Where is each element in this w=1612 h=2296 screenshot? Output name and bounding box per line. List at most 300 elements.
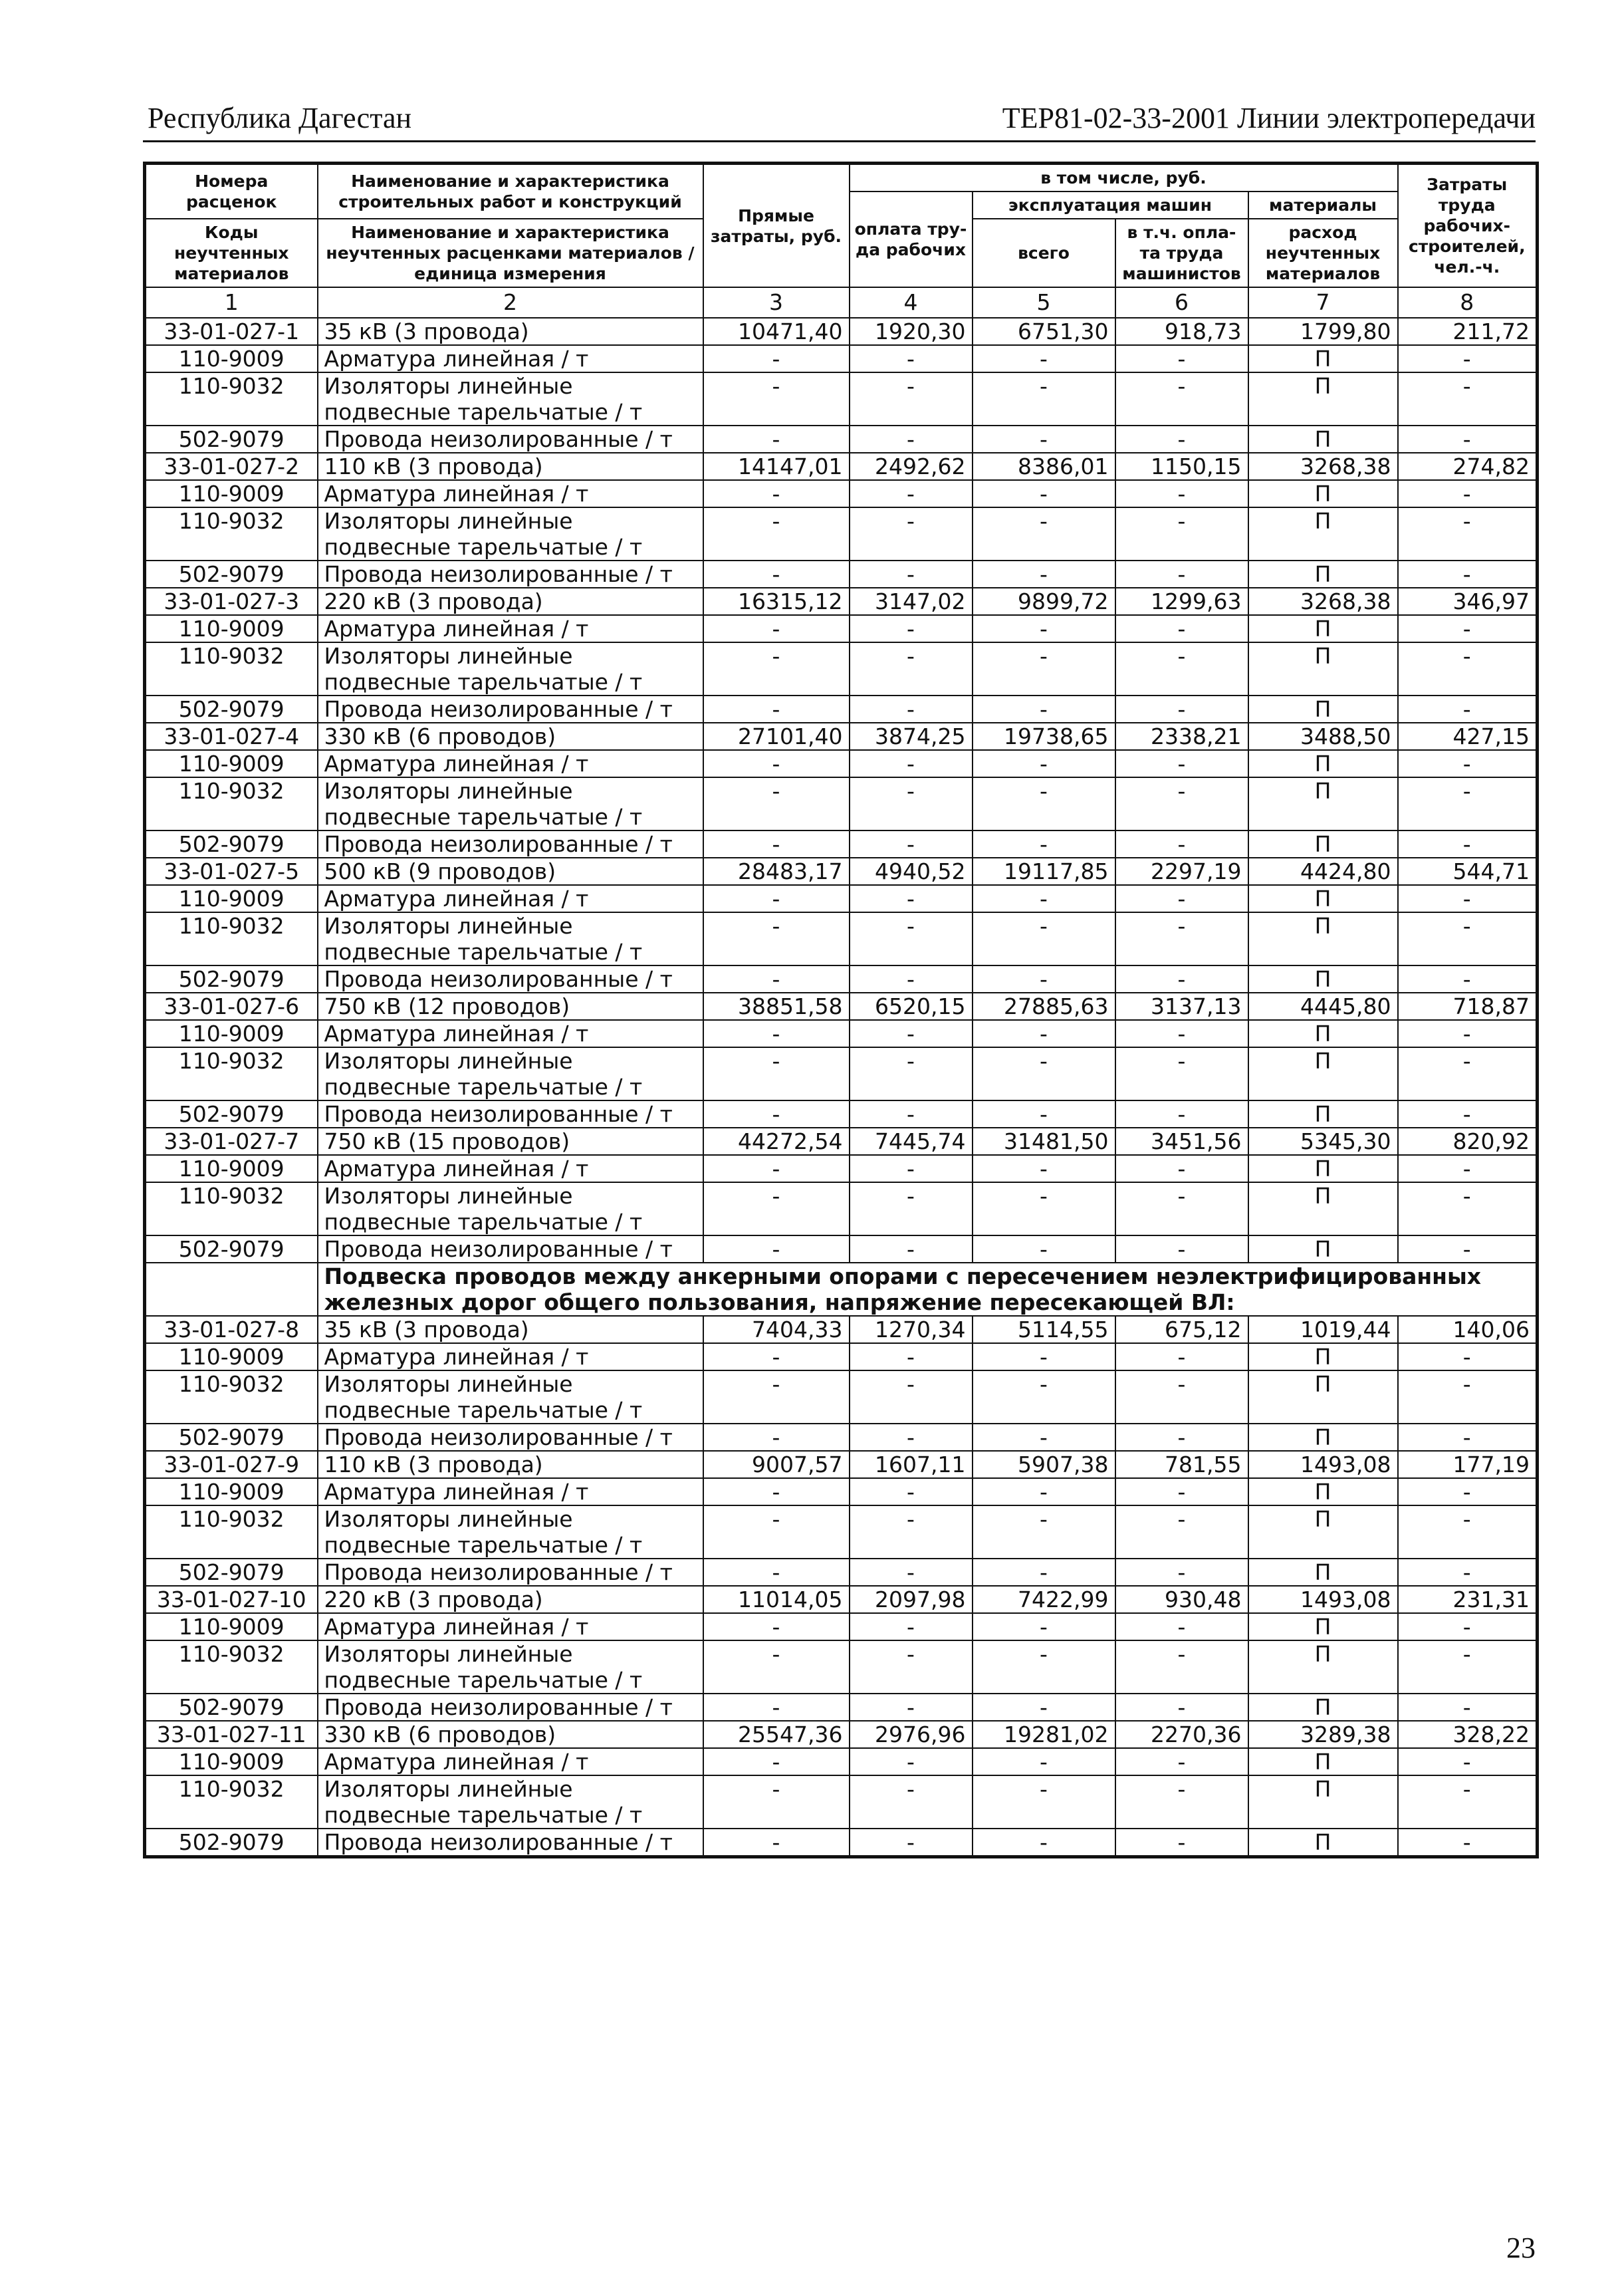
direct-costs: 11014,05 — [703, 1586, 850, 1613]
rate-code: 33-01-027-2 — [145, 453, 318, 480]
dash-value: - — [973, 1235, 1115, 1263]
unaccounted-mark: П — [1248, 1505, 1398, 1559]
dash-value: - — [1398, 750, 1538, 777]
direct-costs: 10471,40 — [703, 318, 850, 345]
material-row — [145, 1020, 1538, 1047]
rate-row — [145, 858, 1538, 885]
dash-value: - — [1115, 1047, 1248, 1100]
machinist-pay: 2338,21 — [1115, 723, 1248, 750]
materials-group-header: материалы — [1248, 191, 1398, 219]
dash-value: - — [703, 426, 850, 453]
material-code: 110-9032 — [145, 1505, 318, 1559]
rate-code: 33-01-027-5 — [145, 858, 318, 885]
labor-pay: 3874,25 — [850, 723, 973, 750]
material-name: Арматура линейная / т — [318, 1020, 703, 1047]
material-code: 110-9032 — [145, 1640, 318, 1694]
dash-value: - — [973, 1478, 1115, 1505]
dash-value: - — [703, 1424, 850, 1451]
rate-name: 110 кВ (3 провода) — [318, 1451, 703, 1478]
direct-costs: 14147,01 — [703, 453, 850, 480]
dash-value: - — [703, 777, 850, 830]
unaccounted-mark: П — [1248, 507, 1398, 561]
materials-cost: 1493,08 — [1248, 1586, 1398, 1613]
machinist-pay: 930,48 — [1115, 1586, 1248, 1613]
dash-value: - — [1115, 1775, 1248, 1829]
dash-value: - — [1115, 480, 1248, 507]
dash-value: - — [703, 507, 850, 561]
materials-cost: 4445,80 — [1248, 993, 1398, 1020]
dash-value: - — [1398, 1020, 1538, 1047]
dash-value: - — [703, 830, 850, 858]
dash-value: - — [1398, 830, 1538, 858]
dash-value: - — [703, 1478, 850, 1505]
material-name: Арматура линейная / т — [318, 1613, 703, 1640]
materials-cost: 1019,44 — [1248, 1316, 1398, 1343]
material-code: 502-9079 — [145, 965, 318, 993]
dash-value: - — [1115, 1478, 1248, 1505]
unaccounted-mark: П — [1248, 1182, 1398, 1235]
rate-row — [145, 318, 1538, 345]
column-number: 1 — [145, 287, 318, 318]
dash-value: - — [1115, 1020, 1248, 1047]
dash-value: - — [703, 912, 850, 965]
rate-name: 220 кВ (3 провода) — [318, 1586, 703, 1613]
material-code: 502-9079 — [145, 1235, 318, 1263]
dash-value: - — [1398, 965, 1538, 993]
material-row — [145, 1613, 1538, 1640]
dash-value: - — [1398, 1235, 1538, 1263]
dash-value: - — [973, 1100, 1115, 1128]
unaccounted-mark: П — [1248, 1640, 1398, 1694]
dash-value: - — [1115, 1100, 1248, 1128]
material-row — [145, 1235, 1538, 1263]
material-row — [145, 372, 1538, 426]
column-number: 6 — [1115, 287, 1248, 318]
labor-pay: 3147,02 — [850, 588, 973, 615]
rate-row — [145, 723, 1538, 750]
dash-value: - — [973, 561, 1115, 588]
labor-hours: 427,15 — [1398, 723, 1538, 750]
dash-value: - — [850, 1478, 973, 1505]
material-code: 110-9032 — [145, 777, 318, 830]
column-number: 8 — [1398, 287, 1538, 318]
materials-cost: 3268,38 — [1248, 588, 1398, 615]
material-code: 502-9079 — [145, 1424, 318, 1451]
rate-code: 33-01-027-7 — [145, 1128, 318, 1155]
dash-value: - — [1398, 1775, 1538, 1829]
material-name: Провода неизолированные / т — [318, 965, 703, 993]
material-row — [145, 1343, 1538, 1370]
material-row — [145, 830, 1538, 858]
material-row — [145, 1182, 1538, 1235]
material-row — [145, 615, 1538, 642]
group-header: в том числе, руб. — [850, 164, 1398, 192]
materials-cost: 3268,38 — [1248, 453, 1398, 480]
dash-value: - — [1115, 345, 1248, 372]
column-number-row — [145, 287, 1538, 318]
material-row — [145, 1748, 1538, 1775]
rate-name: 220 кВ (3 провода) — [318, 588, 703, 615]
material-name: Арматура линейная / т — [318, 615, 703, 642]
dash-value: - — [703, 1020, 850, 1047]
dash-value: - — [850, 426, 973, 453]
dash-value: - — [703, 1343, 850, 1370]
material-code: 110-9032 — [145, 642, 318, 696]
material-code: 110-9032 — [145, 372, 318, 426]
material-name: Изоляторы линейные подвесные тарельчатые / т — [318, 1775, 703, 1829]
dash-value: - — [973, 1424, 1115, 1451]
col1-header-top: Номера расценок — [145, 164, 318, 219]
labor-pay: 2097,98 — [850, 1586, 973, 1613]
column-number: 5 — [973, 287, 1115, 318]
material-name: Арматура линейная / т — [318, 1155, 703, 1182]
dash-value: - — [850, 615, 973, 642]
dash-value: - — [1115, 561, 1248, 588]
dash-value: - — [1398, 480, 1538, 507]
material-name: Арматура линейная / т — [318, 1478, 703, 1505]
material-row — [145, 642, 1538, 696]
material-code: 110-9009 — [145, 345, 318, 372]
materials-cost: 3488,50 — [1248, 723, 1398, 750]
material-name: Арматура линейная / т — [318, 1748, 703, 1775]
unaccounted-mark: П — [1248, 1370, 1398, 1424]
dash-value: - — [703, 1182, 850, 1235]
dash-value: - — [1115, 696, 1248, 723]
dash-value: - — [703, 1829, 850, 1857]
dash-value: - — [703, 750, 850, 777]
dash-value: - — [850, 480, 973, 507]
material-code: 502-9079 — [145, 561, 318, 588]
dash-value: - — [1115, 372, 1248, 426]
rate-name: 35 кВ (3 провода) — [318, 1316, 703, 1343]
dash-value: - — [1115, 1343, 1248, 1370]
rate-name: 750 кВ (12 проводов) — [318, 993, 703, 1020]
rates-table — [143, 162, 1539, 1858]
machine-total: 5114,55 — [973, 1316, 1115, 1343]
dash-value: - — [973, 1775, 1115, 1829]
dash-value: - — [703, 696, 850, 723]
material-row — [145, 426, 1538, 453]
dash-value: - — [1398, 561, 1538, 588]
material-code: 110-9009 — [145, 750, 318, 777]
dash-value: - — [1398, 1424, 1538, 1451]
dash-value: - — [703, 1505, 850, 1559]
rate-code: 33-01-027-1 — [145, 318, 318, 345]
dash-value: - — [973, 696, 1115, 723]
machinist-pay: 2270,36 — [1115, 1721, 1248, 1748]
direct-costs: 9007,57 — [703, 1451, 850, 1478]
dash-value: - — [850, 1047, 973, 1100]
dash-value: - — [850, 507, 973, 561]
material-code: 502-9079 — [145, 1559, 318, 1586]
dash-value: - — [973, 1640, 1115, 1694]
labor-hours: 820,92 — [1398, 1128, 1538, 1155]
material-code: 110-9032 — [145, 1047, 318, 1100]
dash-value: - — [850, 1343, 973, 1370]
dash-value: - — [850, 1829, 973, 1857]
material-code: 110-9009 — [145, 885, 318, 912]
dash-value: - — [973, 885, 1115, 912]
material-name: Провода неизолированные / т — [318, 1235, 703, 1263]
material-name: Изоляторы линейные подвесные тарельчатые / т — [318, 1505, 703, 1559]
rate-code: 33-01-027-4 — [145, 723, 318, 750]
material-name: Провода неизолированные / т — [318, 696, 703, 723]
dash-value: - — [1398, 1100, 1538, 1128]
dash-value: - — [703, 1748, 850, 1775]
unaccounted-mark: П — [1248, 642, 1398, 696]
unaccounted-mark: П — [1248, 1343, 1398, 1370]
dash-value: - — [703, 1370, 850, 1424]
material-name: Провода неизолированные / т — [318, 1829, 703, 1857]
material-name: Провода неизолированные / т — [318, 561, 703, 588]
dash-value: - — [850, 777, 973, 830]
dash-value: - — [973, 1559, 1115, 1586]
dash-value: - — [1398, 1559, 1538, 1586]
unaccounted-mark: П — [1248, 1559, 1398, 1586]
dash-value: - — [1398, 1155, 1538, 1182]
material-code: 110-9009 — [145, 615, 318, 642]
labor-hours: 177,19 — [1398, 1451, 1538, 1478]
dash-value: - — [1115, 1235, 1248, 1263]
rate-row — [145, 588, 1538, 615]
dash-value: - — [1115, 965, 1248, 993]
rate-row — [145, 453, 1538, 480]
dash-value: - — [973, 1505, 1115, 1559]
dash-value: - — [703, 1155, 850, 1182]
dash-value: - — [973, 372, 1115, 426]
labor-pay: 1607,11 — [850, 1451, 973, 1478]
material-name: Арматура линейная / т — [318, 345, 703, 372]
header-rule — [143, 140, 1536, 142]
material-row — [145, 1694, 1538, 1721]
dash-value: - — [850, 1235, 973, 1263]
unaccounted-mark: П — [1248, 777, 1398, 830]
machinist-pay: 1150,15 — [1115, 453, 1248, 480]
material-code: 110-9009 — [145, 1613, 318, 1640]
material-code: 110-9009 — [145, 1155, 318, 1182]
rate-name: 330 кВ (6 проводов) — [318, 1721, 703, 1748]
machine-total: 27885,63 — [973, 993, 1115, 1020]
machinist-pay: 918,73 — [1115, 318, 1248, 345]
dash-value: - — [850, 1748, 973, 1775]
material-code: 110-9032 — [145, 1182, 318, 1235]
dash-value: - — [1398, 1613, 1538, 1640]
col7-header: расход неучтенных материалов — [1248, 219, 1398, 287]
unaccounted-mark: П — [1248, 1047, 1398, 1100]
unaccounted-mark: П — [1248, 372, 1398, 426]
material-name: Изоляторы линейные подвесные тарельчатые / т — [318, 507, 703, 561]
dash-value: - — [703, 480, 850, 507]
dash-value: - — [1398, 1343, 1538, 1370]
dash-value: - — [1115, 912, 1248, 965]
dash-value: - — [1115, 642, 1248, 696]
material-row — [145, 912, 1538, 965]
material-code: 110-9032 — [145, 1370, 318, 1424]
direct-costs: 44272,54 — [703, 1128, 850, 1155]
material-name: Провода неизолированные / т — [318, 1694, 703, 1721]
unaccounted-mark: П — [1248, 696, 1398, 723]
dash-value: - — [1398, 642, 1538, 696]
rate-row — [145, 1586, 1538, 1613]
material-code: 110-9009 — [145, 1748, 318, 1775]
machine-total: 19738,65 — [973, 723, 1115, 750]
material-row — [145, 1100, 1538, 1128]
unaccounted-mark: П — [1248, 750, 1398, 777]
material-row — [145, 1775, 1538, 1829]
material-row — [145, 1640, 1538, 1694]
dash-value: - — [973, 345, 1115, 372]
unaccounted-mark: П — [1248, 1478, 1398, 1505]
col4-header: оплата тру-да рабочих — [850, 191, 973, 287]
dash-value: - — [850, 1370, 973, 1424]
dash-value: - — [1115, 1155, 1248, 1182]
direct-costs: 27101,40 — [703, 723, 850, 750]
unaccounted-mark: П — [1248, 1829, 1398, 1857]
page-number: 23 — [1506, 2232, 1536, 2264]
material-code: 502-9079 — [145, 1829, 318, 1857]
dash-value: - — [973, 1748, 1115, 1775]
material-row — [145, 480, 1538, 507]
material-code: 502-9079 — [145, 1100, 318, 1128]
unaccounted-mark: П — [1248, 1424, 1398, 1451]
dash-value: - — [1115, 830, 1248, 858]
col6-header: в т.ч. опла-та труда машинистов — [1115, 219, 1248, 287]
machine-total: 31481,50 — [973, 1128, 1115, 1155]
unaccounted-mark: П — [1248, 830, 1398, 858]
material-row — [145, 696, 1538, 723]
col1-header-bottom: Коды неучтенных материалов — [145, 219, 318, 287]
running-header-right: ТЕР81-02-33-2001 Линии электропередачи — [1002, 102, 1536, 134]
dash-value: - — [973, 642, 1115, 696]
dash-value: - — [1398, 1047, 1538, 1100]
machinist-pay: 3137,13 — [1115, 993, 1248, 1020]
rate-name: 330 кВ (6 проводов) — [318, 723, 703, 750]
material-code: 502-9079 — [145, 696, 318, 723]
rate-name: 750 кВ (15 проводов) — [318, 1128, 703, 1155]
labor-pay: 2492,62 — [850, 453, 973, 480]
section-heading-block — [145, 1263, 1538, 1316]
column-number: 2 — [318, 287, 703, 318]
dash-value: - — [973, 1829, 1115, 1857]
labor-hours: 328,22 — [1398, 1721, 1538, 1748]
dash-value: - — [1398, 1505, 1538, 1559]
rate-code: 33-01-027-3 — [145, 588, 318, 615]
column-number: 3 — [703, 287, 850, 318]
dash-value: - — [1398, 615, 1538, 642]
direct-costs: 16315,12 — [703, 588, 850, 615]
material-row — [145, 345, 1538, 372]
material-name: Арматура линейная / т — [318, 1343, 703, 1370]
dash-value: - — [703, 1235, 850, 1263]
dash-value: - — [973, 507, 1115, 561]
column-number: 7 — [1248, 287, 1398, 318]
dash-value: - — [1398, 1748, 1538, 1775]
material-name: Арматура линейная / т — [318, 480, 703, 507]
dash-value: - — [850, 1694, 973, 1721]
material-row — [145, 1478, 1538, 1505]
dash-value: - — [1115, 1640, 1248, 1694]
dash-value: - — [850, 1100, 973, 1128]
direct-costs: 28483,17 — [703, 858, 850, 885]
dash-value: - — [850, 345, 973, 372]
dash-value: - — [850, 372, 973, 426]
dash-value: - — [850, 1182, 973, 1235]
dash-value: - — [850, 1775, 973, 1829]
dash-value: - — [850, 1640, 973, 1694]
dash-value: - — [703, 561, 850, 588]
material-row — [145, 750, 1538, 777]
dash-value: - — [1398, 345, 1538, 372]
machine-total: 19117,85 — [973, 858, 1115, 885]
rate-name: 500 кВ (9 проводов) — [318, 858, 703, 885]
material-name: Провода неизолированные / т — [318, 830, 703, 858]
dash-value: - — [1398, 1478, 1538, 1505]
material-row — [145, 1155, 1538, 1182]
dash-value: - — [850, 912, 973, 965]
direct-costs: 7404,33 — [703, 1316, 850, 1343]
material-row — [145, 1047, 1538, 1100]
rate-code: 33-01-027-10 — [145, 1586, 318, 1613]
materials-cost: 1493,08 — [1248, 1451, 1398, 1478]
dash-value: - — [703, 1559, 850, 1586]
labor-hours: 140,06 — [1398, 1316, 1538, 1343]
dash-value: - — [973, 1694, 1115, 1721]
unaccounted-mark: П — [1248, 480, 1398, 507]
dash-value: - — [1115, 1370, 1248, 1424]
column-number: 4 — [850, 287, 973, 318]
dash-value: - — [850, 1155, 973, 1182]
unaccounted-mark: П — [1248, 615, 1398, 642]
material-name: Изоляторы линейные подвесные тарельчатые / т — [318, 1370, 703, 1424]
dash-value: - — [1398, 696, 1538, 723]
dash-value: - — [703, 372, 850, 426]
dash-value: - — [850, 885, 973, 912]
labor-pay: 7445,74 — [850, 1128, 973, 1155]
section-title: Подвеска проводов между анкерными опорами с пересечением неэлектрифицированных железных дорог общего пользования, напряжение пересекающей ВЛ: — [318, 1263, 1538, 1316]
machine-total: 5907,38 — [973, 1451, 1115, 1478]
rate-code: 33-01-027-8 — [145, 1316, 318, 1343]
dash-value: - — [973, 480, 1115, 507]
machinist-pay: 781,55 — [1115, 1451, 1248, 1478]
dash-value: - — [703, 885, 850, 912]
dash-value: - — [1115, 615, 1248, 642]
rate-row — [145, 1721, 1538, 1748]
dash-value: - — [973, 1343, 1115, 1370]
direct-costs: 38851,58 — [703, 993, 850, 1020]
material-name: Арматура линейная / т — [318, 885, 703, 912]
col8-header: Затраты труда рабочих-строителей, чел.-ч. — [1398, 164, 1538, 288]
dash-value: - — [1398, 1182, 1538, 1235]
machine-total: 19281,02 — [973, 1721, 1115, 1748]
dash-value: - — [973, 615, 1115, 642]
material-row — [145, 1829, 1538, 1857]
dash-value: - — [850, 1505, 973, 1559]
rate-name: 35 кВ (3 провода) — [318, 318, 703, 345]
material-code: 110-9009 — [145, 1020, 318, 1047]
dash-value: - — [703, 615, 850, 642]
labor-hours: 211,72 — [1398, 318, 1538, 345]
machine-group-header: эксплуатация машин — [973, 191, 1248, 219]
unaccounted-mark: П — [1248, 885, 1398, 912]
dash-value: - — [1115, 885, 1248, 912]
dash-value: - — [1398, 507, 1538, 561]
dash-value: - — [1398, 426, 1538, 453]
dash-value: - — [973, 965, 1115, 993]
machinist-pay: 3451,56 — [1115, 1128, 1248, 1155]
running-header-left: Республика Дагестан — [148, 102, 412, 134]
material-row — [145, 1370, 1538, 1424]
col2-header-bottom: Наименование и характеристика неучтенных расценками материалов / единица измерения — [318, 219, 703, 287]
